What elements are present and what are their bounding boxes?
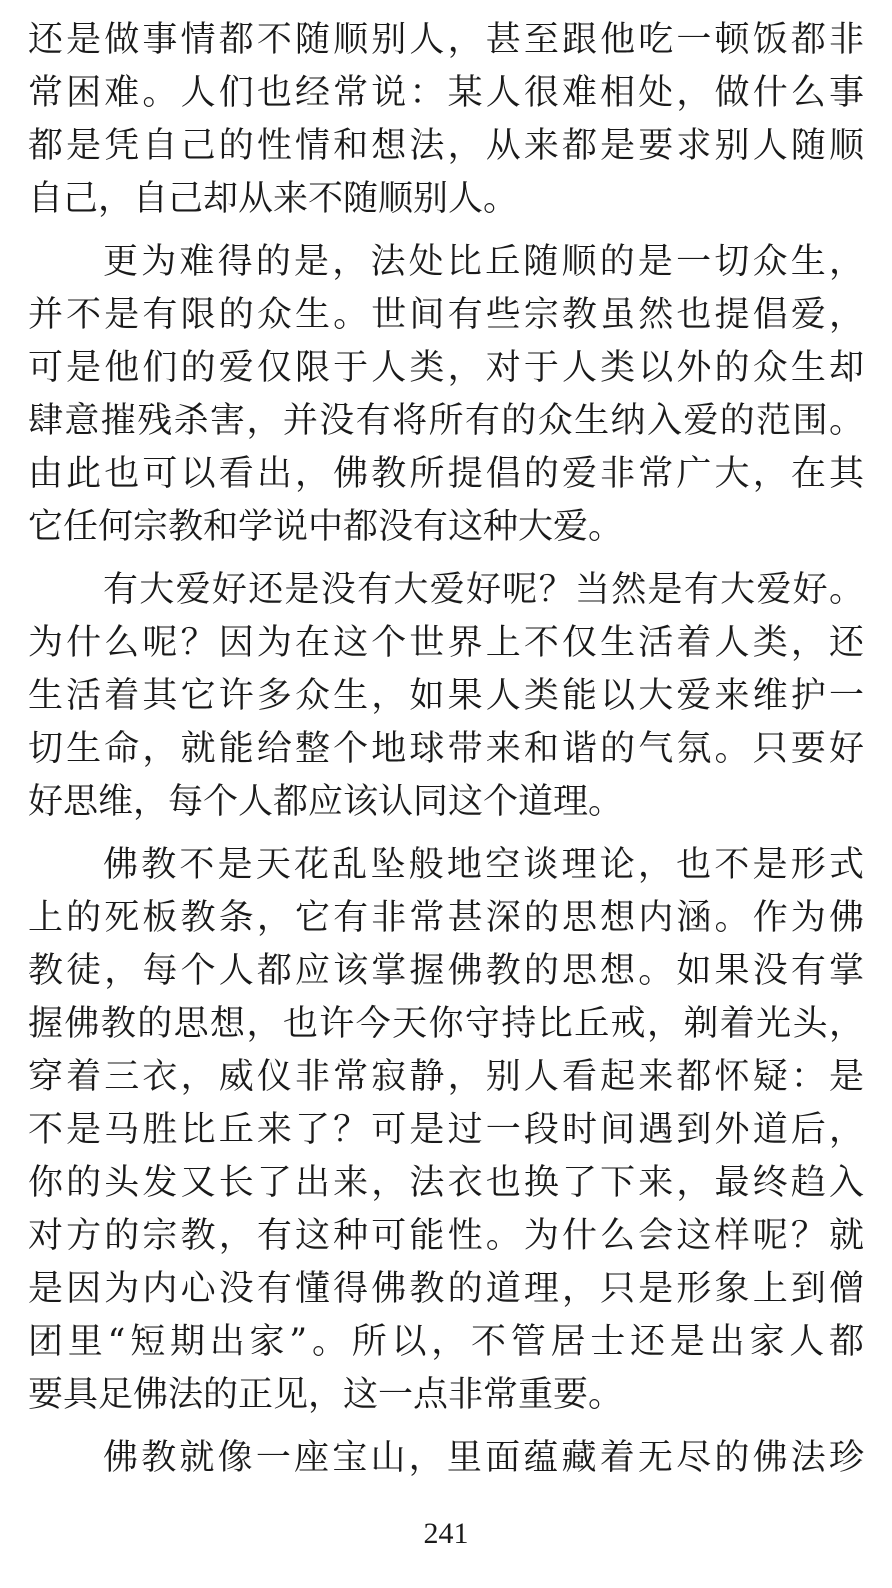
text-line: 由此也可以看出，佛教所提倡的爱非常广大，在其	[28, 454, 864, 494]
text-line: 为什么呢？因为在这个世界上不仅生活着人类，还	[28, 623, 864, 663]
page-number: 241	[423, 1517, 469, 1550]
text-line: 肆意摧残杀害，并没有将所有的众生纳入爱的范围。	[28, 401, 864, 441]
text-line: 穿着三衣，威仪非常寂静，别人看起来都怀疑：是	[28, 1057, 864, 1097]
text-line: 佛教不是天花乱坠般地空谈理论，也不是形式	[103, 845, 864, 885]
text-line: 佛教就像一座宝山，里面蕴藏着无尽的佛法珍	[103, 1438, 864, 1478]
text-line: 更为难得的是，法处比丘随顺的是一切众生，	[103, 242, 864, 282]
text-line: 好思维，每个人都应该认同这个道理。	[28, 782, 624, 822]
text-line: 对方的宗教，有这种可能性。为什么会这样呢？就	[28, 1216, 864, 1256]
text-line: 它任何宗教和学说中都没有这种大爱。	[28, 507, 624, 547]
text-line: 常困难。人们也经常说：某人很难相处，做什么事	[28, 73, 864, 113]
text-line: 并不是有限的众生。世间有些宗教虽然也提倡爱，	[28, 295, 864, 335]
text-line: 上的死板教条，它有非常甚深的思想内涵。作为佛	[28, 898, 864, 938]
text-line: 是因为内心没有懂得佛教的道理，只是形象上到僧	[28, 1269, 864, 1309]
text-line: 都是凭自己的性情和想法，从来都是要求别人随顺	[28, 126, 864, 166]
text-line: 生活着其它许多众生，如果人类能以大爱来维护一	[28, 676, 864, 716]
text-line: 切生命，就能给整个地球带来和谐的气氛。只要好	[28, 729, 864, 769]
text-line: 可是他们的爱仅限于人类，对于人类以外的众生却	[28, 348, 864, 388]
text-line: 有大爱好还是没有大爱好呢？当然是有大爱好。	[103, 570, 864, 610]
text-line: 握佛教的思想，也许今天你守持比丘戒，剃着光头，	[28, 1004, 864, 1044]
text-line: 团里“短期出家”。所以，不管居士还是出家人都	[28, 1322, 864, 1362]
text-line: 你的头发又长了出来，法衣也换了下来，最终趋入	[28, 1163, 864, 1203]
text-line: 教徒，每个人都应该掌握佛教的思想。如果没有掌	[28, 951, 864, 991]
text-line: 不是马胜比丘来了？可是过一段时间遇到外道后，	[28, 1110, 864, 1150]
text-line: 还是做事情都不随顺别人，甚至跟他吃一顿饭都非	[28, 20, 864, 60]
text-line: 自己，自己却从来不随顺别人。	[28, 179, 519, 219]
text-line: 要具足佛法的正见，这一点非常重要。	[28, 1375, 624, 1415]
